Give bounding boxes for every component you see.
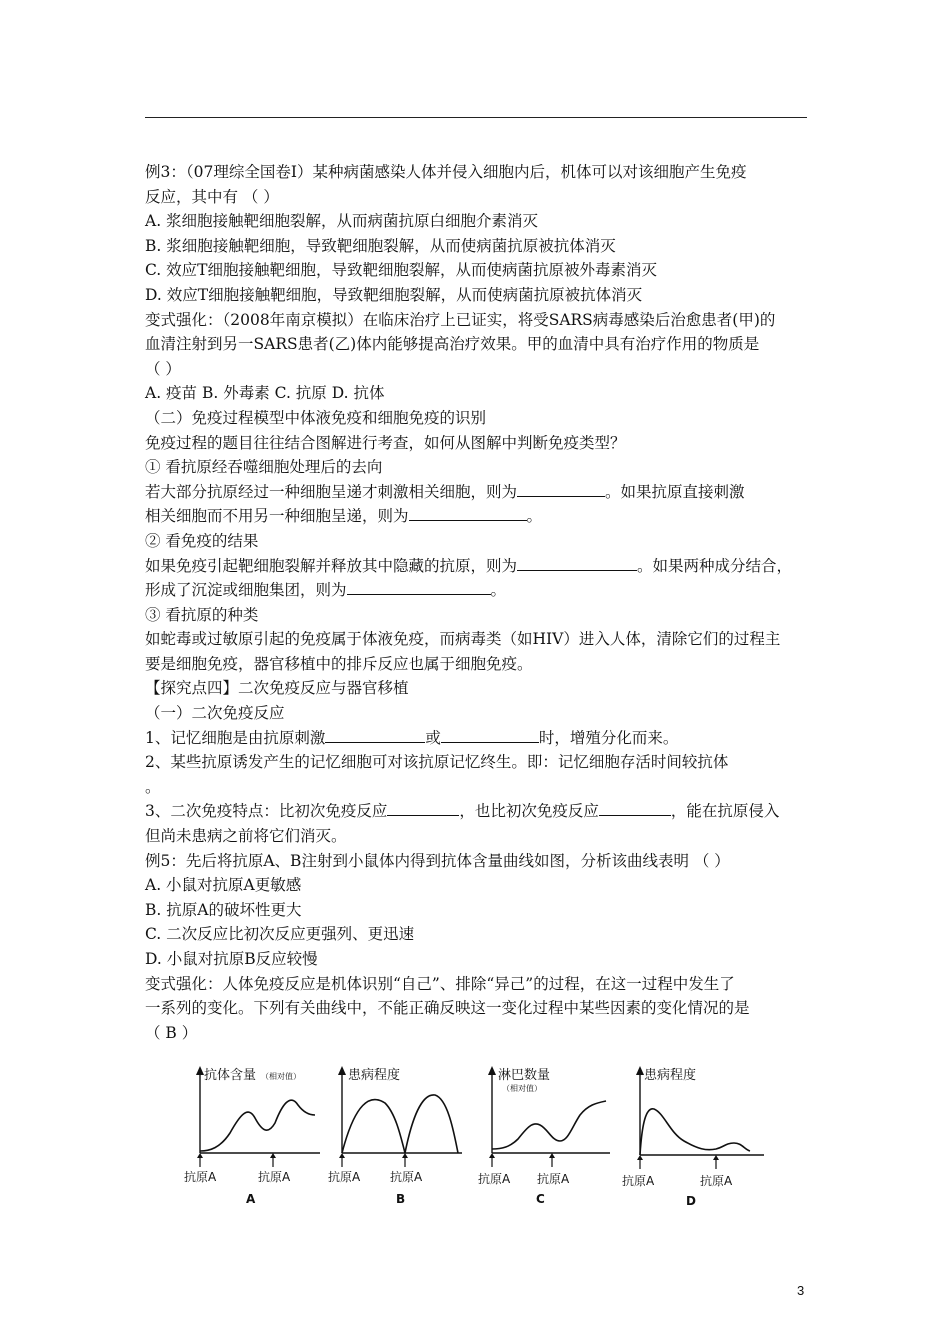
text-segment: 。如果抗原直接刺激 <box>605 482 745 501</box>
text-segment: 变式强化：人体免疫反应是机体识别“自己”、排除“异己”的过程，在这一过程中发生了 <box>145 974 735 993</box>
text-segment: 。 <box>145 777 161 796</box>
fill-in-blank[interactable] <box>387 800 459 816</box>
text-line <box>145 775 815 800</box>
text-segment: A. 小鼠对抗原A更敏感 <box>145 876 302 895</box>
text-segment: 一系列的变化。下列有关曲线中，不能正确反映这一变化过程中某些因素的变化情况的是 <box>145 999 750 1018</box>
figure-a-ysub: （相对值） <box>261 1072 301 1081</box>
text-segment: B. 浆细胞接触靶细胞，导致靶细胞裂解，从而使病菌抗原被抗体消灭 <box>145 236 616 255</box>
text-segment: 。 <box>490 581 507 600</box>
text-line <box>145 357 815 382</box>
text-line <box>145 676 815 701</box>
text-segment: （ B ） <box>145 1023 198 1042</box>
text-segment: ，也比初次免疫反应 <box>459 802 599 821</box>
document-body <box>145 160 815 1045</box>
figure-c-graph <box>480 1063 620 1213</box>
text-line <box>145 431 815 456</box>
text-line <box>145 996 815 1021</box>
text-line <box>145 234 815 259</box>
text-segment: D. 小鼠对抗原B反应较慢 <box>145 950 318 968</box>
fill-in-blank[interactable] <box>599 800 671 816</box>
figure-c <box>480 1063 620 1217</box>
figure-b-mark2: 抗原A <box>390 1170 423 1184</box>
text-line <box>145 824 815 849</box>
fill-in-blank[interactable] <box>517 555 637 571</box>
text-line <box>145 922 815 947</box>
text-line <box>145 504 815 529</box>
text-segment: （二）免疫过程模型中体液免疫和细胞免疫的识别 <box>145 408 487 427</box>
text-line <box>145 726 815 751</box>
text-segment: C. 效应T细胞接触靶细胞，导致靶细胞裂解，从而使病菌抗原被外毒素消灭 <box>145 261 658 280</box>
text-segment: （一）二次免疫反应 <box>145 704 285 723</box>
text-segment: 要是细胞免疫，器官移植中的排斥反应也属于细胞免疫。 <box>145 654 533 673</box>
figure-c-mark2: 抗原A <box>537 1172 570 1186</box>
page-number: 3 <box>797 1283 805 1298</box>
fill-in-blank[interactable] <box>441 727 539 743</box>
text-segment: 【探究点四】二次免疫反应与器官移植 <box>145 679 409 698</box>
text-segment: ③ 看抗原的种类 <box>145 605 259 624</box>
figure-b <box>330 1063 470 1217</box>
text-segment: 形成了沉淀或细胞集团，则为 <box>145 581 347 600</box>
figure-a-mark1: 抗原A <box>184 1170 217 1184</box>
figure-c-ysub: （相对值） <box>502 1084 542 1093</box>
text-line <box>145 283 815 308</box>
text-line <box>145 849 815 874</box>
figure-d-ylabel: 患病程度 <box>644 1068 697 1083</box>
text-line <box>145 652 815 677</box>
text-line <box>145 209 815 234</box>
header-rule <box>145 117 807 118</box>
figure-c-mark1: 抗原A <box>478 1172 511 1186</box>
figure-d-mark1: 抗原A <box>622 1174 655 1188</box>
text-line <box>145 381 815 406</box>
text-line <box>145 406 815 431</box>
text-line <box>145 873 815 898</box>
text-segment: 免疫过程的题目往往结合图解进行考查，如何从图解中判断免疫类型？ <box>145 433 626 452</box>
figure-a-letter: A <box>246 1192 256 1206</box>
text-segment: 例3：（07理综全国卷Ⅰ）某种病菌感染人体并侵入细胞内后，机体可以对该细胞产生免疫 <box>145 163 747 181</box>
text-line <box>145 332 815 357</box>
text-line <box>145 898 815 923</box>
text-segment: 。如果两种成分结合， <box>637 556 793 575</box>
text-line <box>145 627 815 652</box>
text-segment: 时，增殖分化而来。 <box>538 728 679 747</box>
text-line <box>145 947 815 972</box>
text-segment: ① 看抗原经吞噬细胞处理后的去向 <box>145 458 383 477</box>
text-segment: 如果免疫引起靶细胞裂解并释放其中隐藏的抗原，则为 <box>145 556 518 575</box>
text-line <box>145 185 815 210</box>
figure-b-mark1: 抗原A <box>328 1170 361 1184</box>
text-segment: 如蛇毒或过敏原引起的免疫属于体液免疫，而病毒类（如HIV）进入人体，清除它们的过程主 <box>145 630 781 649</box>
figure-a-graph <box>180 1063 320 1213</box>
text-segment: D. 效应T细胞接触靶细胞，导致靶细胞裂解，从而使病菌抗原被抗体消灭 <box>145 285 643 304</box>
text-line <box>145 480 815 505</box>
text-segment: 血清注射到另一SARS患者(乙)体内能够提高治疗效果。甲的血清中具有治疗作用的物质是 <box>145 335 760 354</box>
text-segment: B. 抗原A的破坏性更大 <box>145 900 302 919</box>
text-line <box>145 308 815 333</box>
text-segment: 变式强化：（2008年南京模拟）在临床治疗上已证实，将受SARS病毒感染后治愈患者(甲)的 <box>145 310 776 329</box>
figure-a-mark2: 抗原A <box>258 1170 291 1184</box>
text-line <box>145 701 815 726</box>
figure-b-graph <box>330 1063 470 1213</box>
text-line <box>145 578 815 603</box>
figure-row <box>180 1063 780 1213</box>
text-segment: （ ） <box>145 359 181 378</box>
figure-c-letter: C <box>536 1192 545 1206</box>
figure-d-graph <box>622 1063 780 1213</box>
text-line <box>145 554 815 579</box>
text-line <box>145 799 815 824</box>
text-segment: 相关细胞而不用另一种细胞呈递，则为 <box>145 507 409 526</box>
figure-a-ylabel: 抗体含量 <box>204 1068 257 1083</box>
fill-in-blank[interactable] <box>325 727 425 743</box>
text-segment: C. 二次反应比初次反应更强列、更迅速 <box>145 925 415 944</box>
text-line <box>145 972 815 997</box>
text-segment: 例5：先后将抗原A、B注射到小鼠体内得到抗体含量曲线如图，分析该曲线表明 （ ） <box>145 851 730 870</box>
figure-b-letter: B <box>396 1192 406 1206</box>
text-segment: 2、某些抗原诱发产生的记忆细胞可对该抗原记忆终生。即：记忆细胞存活时间较抗体 <box>145 753 729 772</box>
figure-d-mark2: 抗原A <box>700 1174 733 1188</box>
text-line <box>145 603 815 628</box>
text-segment: 或 <box>425 728 441 747</box>
figure-a <box>180 1063 320 1217</box>
text-line <box>145 160 815 185</box>
text-segment: 3、二次免疫特点：比初次免疫反应 <box>145 802 388 821</box>
text-segment: 。 <box>526 507 543 526</box>
text-segment: A. 疫苗 B. 外毒素 C. 抗原 D. 抗体 <box>145 384 385 403</box>
figure-d <box>622 1063 780 1217</box>
text-segment: 反应，其中有 （ ） <box>145 187 279 206</box>
text-line <box>145 750 815 775</box>
fill-in-blank[interactable] <box>409 505 527 521</box>
text-line <box>145 258 815 283</box>
text-segment: ，能在抗原侵入 <box>670 802 780 821</box>
text-line <box>145 1021 815 1046</box>
figure-b-ylabel: 患病程度 <box>348 1068 401 1083</box>
text-segment: A. 浆细胞接触靶细胞裂解，从而病菌抗原白细胞介素消灭 <box>145 212 539 231</box>
fill-in-blank[interactable] <box>347 579 491 595</box>
text-segment: 但尚未患病之前将它们消灭。 <box>145 827 347 846</box>
figure-c-ylabel: 淋巴数量 <box>498 1068 551 1083</box>
text-segment: 若大部分抗原经过一种细胞呈递才刺激相关细胞，则为 <box>145 482 518 501</box>
fill-in-blank[interactable] <box>517 481 605 497</box>
text-line <box>145 455 815 480</box>
text-line <box>145 529 815 554</box>
figure-d-letter: D <box>686 1194 696 1208</box>
text-segment: 1、记忆细胞是由抗原刺激 <box>145 728 326 747</box>
text-segment: ② 看免疫的结果 <box>145 531 259 550</box>
